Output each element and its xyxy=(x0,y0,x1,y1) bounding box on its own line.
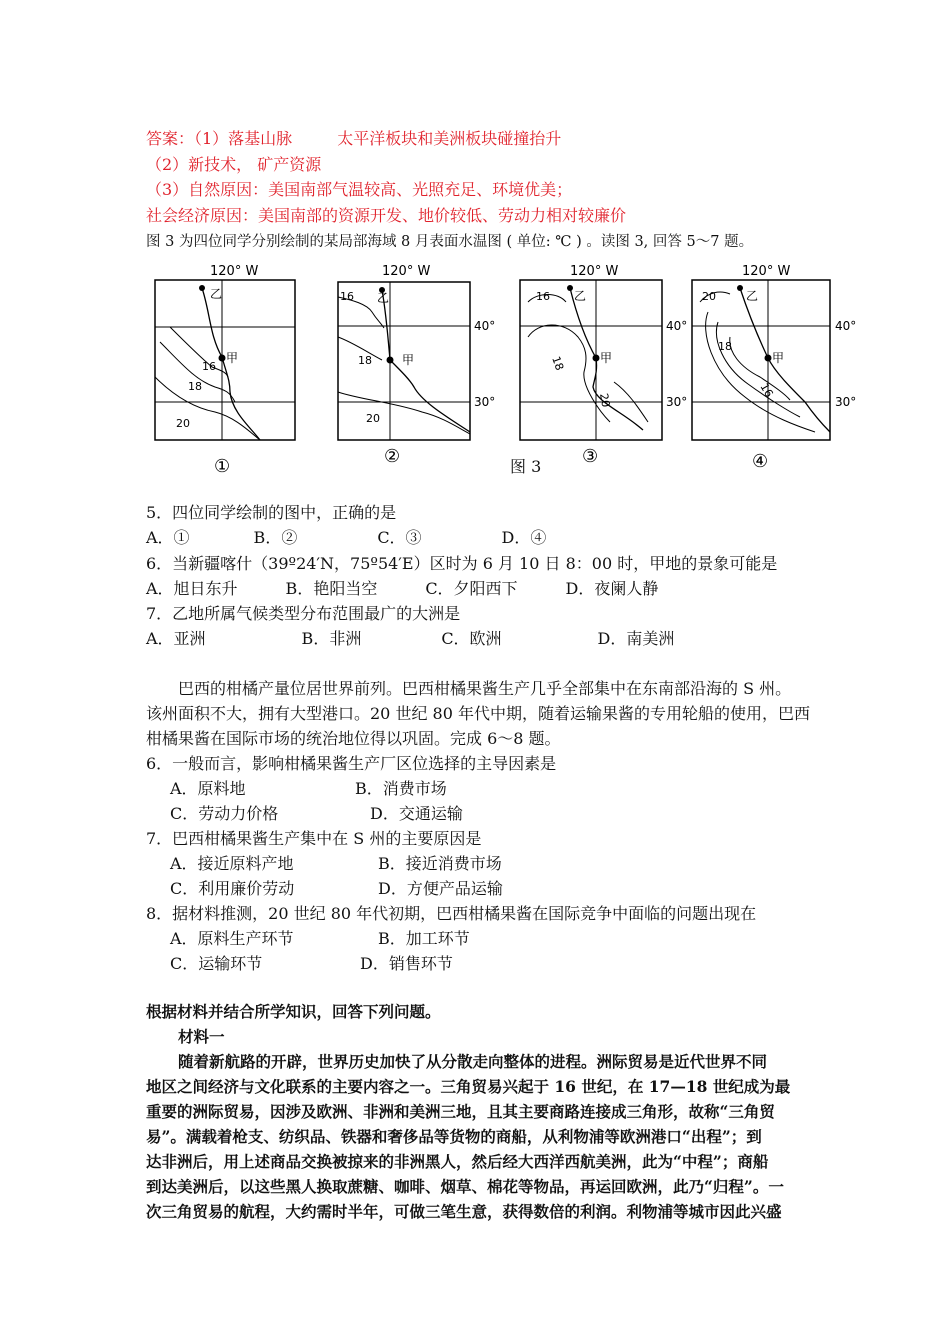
q7-options: A．亚洲 B．非洲 C．欧洲 D．南美洲 xyxy=(146,629,675,648)
q6-stem: 6．当新疆喀什（39º24′N，75º54′E）区时为 6 月 10 日 8：00 时，甲地的景象可能是 xyxy=(146,554,778,573)
place-yi: 乙 xyxy=(210,287,223,301)
lat-30: 30° xyxy=(474,395,496,409)
q5-options: A．① B．② C．③ D．④ xyxy=(146,528,547,547)
q6b-stem: 6．一般而言，影响柑橘果酱生产厂区位选择的主导因素是 xyxy=(146,754,557,773)
q7-stem: 7．乙地所属气候类型分布范围最广的大洲是 xyxy=(146,604,461,623)
map-4 xyxy=(690,262,870,487)
place-yi: 乙 xyxy=(574,289,587,303)
iso-label: 16 xyxy=(757,381,776,400)
lon-label: 120° W xyxy=(570,264,619,279)
q7b-option-d: D．方便产品运输 xyxy=(378,879,503,898)
lat-30: 30° xyxy=(666,395,688,409)
map-2 xyxy=(322,262,512,487)
iso-label: 20 xyxy=(597,392,613,409)
iso-label: 16 xyxy=(340,290,354,303)
place-jia: 甲 xyxy=(226,351,239,365)
q6b-option-d: D．交通运输 xyxy=(370,804,463,823)
iso-label: 20 xyxy=(366,412,380,425)
q8-stem: 8．据材料推测，20 世纪 80 年代初期，巴西柑橘果酱在国际竞争中面临的问题出现在 xyxy=(146,904,757,923)
q6b-option-a: A．原料地 xyxy=(170,779,246,798)
iso-label: 20 xyxy=(702,290,716,303)
answer-line-1 xyxy=(146,126,561,149)
iso-label: 18 xyxy=(549,354,567,373)
map-label-3: ③ xyxy=(582,446,599,467)
history-line-6: 到达美洲后，以这些黑人换取蔗糖、咖啡、烟草、棉花等物品，再运回欧洲，此乃“归程”。一 xyxy=(146,1177,784,1196)
iso-label: 16 xyxy=(536,290,550,303)
answer-1a: 答案：（1）落基山脉 xyxy=(146,129,293,148)
history-line-2: 地区之间经济与文化联系的主要内容之一。三角贸易兴起于 16 世纪，在 17—18 世纪成为最 xyxy=(146,1077,791,1096)
place-jia: 甲 xyxy=(600,351,613,365)
map-3 xyxy=(518,262,698,487)
q8-option-b: B．加工环节 xyxy=(378,929,470,948)
answer-line-4: 社会经济原因：美国南部的资源开发、地价较低、劳动力相对较廉价 xyxy=(146,206,627,225)
q7b-stem: 7．巴西柑橘果酱生产集中在 S 州的主要原因是 xyxy=(146,829,482,848)
iso-label: 18 xyxy=(358,354,372,367)
history-line-1: 随着新航路的开辟，世界历史加快了从分散走向整体的进程。洲际贸易是近代世界不同 xyxy=(178,1052,768,1071)
q7b-option-a: A．接近原料产地 xyxy=(170,854,294,873)
q5-stem: 5．四位同学绘制的图中，正确的是 xyxy=(146,503,397,522)
lon-label: 120° W xyxy=(742,264,791,279)
map-label-4: ④ xyxy=(752,451,769,472)
iso-label: 16 xyxy=(202,360,216,373)
map-label-2: ② xyxy=(384,446,401,467)
material-1-label: 材料一 xyxy=(178,1027,225,1046)
lat-40: 40° xyxy=(666,319,688,333)
place-jia: 甲 xyxy=(402,353,415,367)
answer-line-2: （2）新技术， 矿产资源 xyxy=(146,155,322,174)
passage-line-3: 柑橘果酱在国际市场的统治地位得以巩固。完成 6～8 题。 xyxy=(146,729,561,748)
lat-30: 30° xyxy=(835,395,857,409)
iso-label: 20 xyxy=(176,417,190,430)
answer-1b: 太平洋板块和美洲板块碰撞抬升 xyxy=(337,129,562,148)
place-yi: 乙 xyxy=(746,289,759,303)
q8-option-d: D．销售环节 xyxy=(360,954,453,973)
map-label-1: ① xyxy=(214,456,231,477)
place-yi: 乙 xyxy=(377,291,390,305)
history-line-5: 达非洲后，用上述商品交换被掠来的非洲黑人，然后经大西洋西航美洲，此为“中程”；商船 xyxy=(146,1152,769,1171)
q6-options: A．旭日东升 B．艳阳当空 C．夕阳西下 D．夜阑人静 xyxy=(146,579,659,598)
q6b-option-b: B．消费市场 xyxy=(355,779,447,798)
lon-label: 120° W xyxy=(210,264,259,279)
figure-intro: 图 3 为四位同学分别绘制的某局部海域 8 月表面水温图 ( 单位: ℃ ) 。读图 3, 回答 5～7 题。 xyxy=(146,234,754,250)
history-line-4: 易”。满载着枪支、纺织品、铁器和奢侈品等货物的商船，从利物浦等欧洲港口“出程”；到 xyxy=(146,1127,762,1146)
figure-caption: 图 3 xyxy=(510,457,542,476)
q6b-option-c: C．劳动力价格 xyxy=(170,804,279,823)
history-line-3: 重要的洲际贸易，因涉及欧洲、非洲和美洲三地，且其主要商路连接成三角形，故称“三角贸 xyxy=(146,1102,775,1121)
passage-line-2: 该州面积不大，拥有大型港口。20 世纪 80 年代中期，随着运输果酱的专用轮船的使用，巴西 xyxy=(146,704,810,723)
q8-option-a: A．原料生产环节 xyxy=(170,929,294,948)
lat-40: 40° xyxy=(835,319,857,333)
figure-3 xyxy=(140,262,870,487)
q8-option-c: C．运输环节 xyxy=(170,954,263,973)
q7b-option-b: B．接近消费市场 xyxy=(378,854,502,873)
q7b-option-c: C．利用廉价劳动 xyxy=(170,879,295,898)
history-heading: 根据材料并结合所学知识，回答下列问题。 xyxy=(146,1002,441,1021)
lat-40: 40° xyxy=(474,319,496,333)
iso-label: 18 xyxy=(188,380,202,393)
lon-label: 120° W xyxy=(382,264,431,279)
history-line-7: 次三角贸易的航程，大约需时半年，可做三笔生意，获得数倍的利润。利物浦等城市因此兴盛 xyxy=(146,1202,782,1221)
iso-label: 18 xyxy=(718,340,732,353)
map-1 xyxy=(140,262,310,487)
answer-line-3: （3）自然原因：美国南部气温较高、光照充足、环境优美； xyxy=(146,180,573,199)
passage-line-1: 巴西的柑橘产量位居世界前列。巴西柑橘果酱生产几乎全部集中在东南部沿海的 S 州。 xyxy=(178,679,792,698)
place-jia: 甲 xyxy=(772,351,785,365)
